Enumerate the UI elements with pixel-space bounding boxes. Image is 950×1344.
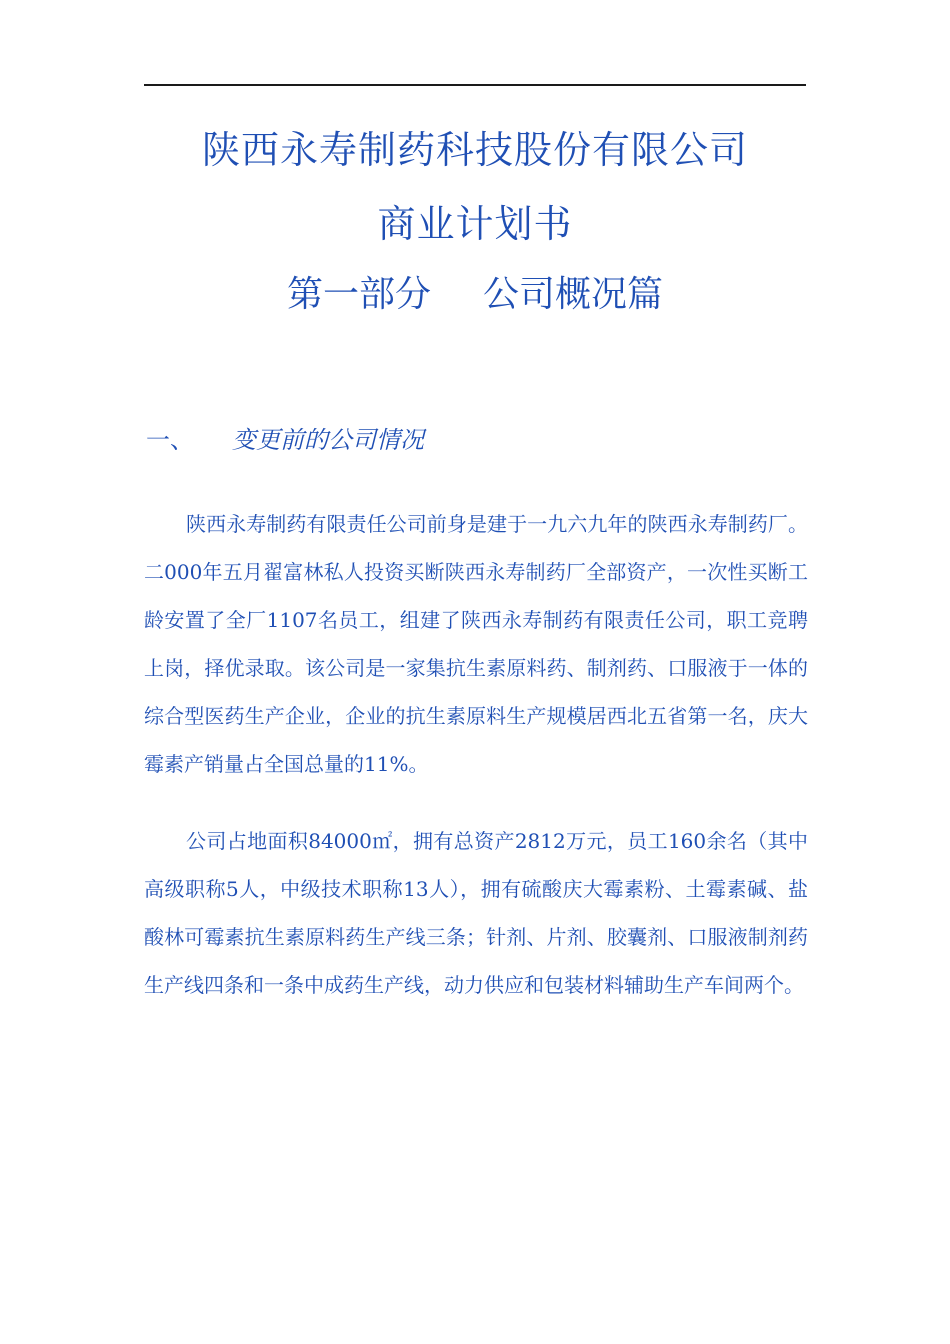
document-title: 陕西永寿制药科技股份有限公司 <box>201 128 748 172</box>
part-title <box>120 270 830 320</box>
paragraph-company-history: 陕西永寿制药有限责任公司前身是建于一九六九年的陕西永寿制药厂。二000年五月翟富林私人投资买断陕西永寿制药厂全部资产，一次性买断工龄安置了全厂1107名员工，组建了陕西永寿制药有限责任公司，职工竞聘上岗，择优录取。该公司是一家集抗生素原料药、制剂药、口服液于一体的综合型医药生产企业，企业的抗生素原料生产规模居西北五省第一名，庆大霉素产销量占全国总量的11%。 <box>144 512 808 776</box>
section-title: 变更前的公司情况 <box>232 426 424 454</box>
document-subtitle: 商业计划书 <box>377 202 573 246</box>
section-heading <box>146 420 424 460</box>
paragraph-company-assets: 公司占地面积84000㎡，拥有总资产2812万元，员工160余名（其中高级职称5人，中级技术职称13人），拥有硫酸庆大霉素粉、土霉素碱、盐酸林可霉素抗生素原料药生产线三条；针剂、片剂、胶囊剂、口服液制剂药生产线四条和一条中成药生产线，动力供应和包装材料辅助生产车间两个。 <box>144 829 808 997</box>
part-label: 第一部分 <box>286 274 431 315</box>
section-number: 一、 <box>146 426 194 454</box>
header-rule <box>144 84 806 86</box>
part-name: 公司概况篇 <box>483 274 664 315</box>
